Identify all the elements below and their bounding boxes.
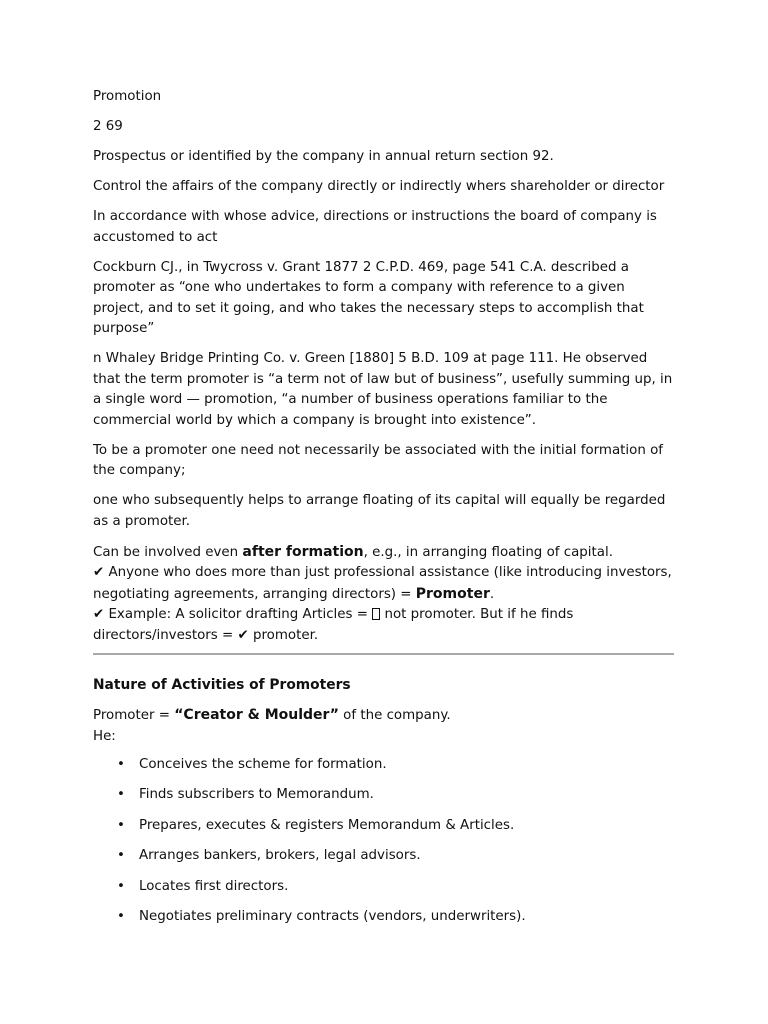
prospectus-paragraph: Prospectus or identified by the company in annual return section 92. xyxy=(93,149,554,164)
involved-strong: after formation xyxy=(242,543,364,560)
list-item-text: Prepares, executes & registers Memorandum & Articles. xyxy=(139,817,515,833)
list-item-text: Arranges bankers, brokers, legal advisors. xyxy=(139,848,421,864)
promoter-strong: “Creator & Moulder” xyxy=(174,707,339,723)
check1-tail: . xyxy=(489,586,495,602)
list-item-text: Locates first directors. xyxy=(139,878,289,894)
title-line: Promotion xyxy=(93,89,162,104)
section-ref-line: 2 69 xyxy=(93,119,123,134)
list-item xyxy=(117,877,674,898)
check2-tail: not promoter. But if he finds directors/investors = ✔ promoter. xyxy=(93,607,574,643)
list-item xyxy=(117,846,674,867)
bullet-icon: • xyxy=(117,757,125,772)
initial-formation-paragraph: To be a promoter one need not necessarily be associated with the initial formation of the company; xyxy=(93,442,663,478)
list-item xyxy=(117,816,674,837)
whaley-paragraph: n Whaley Bridge Printing Co. v. Green [1880] 5 B.D. 109 at page 111. He observed that the term promoter is “a term not of law but of business”, usefully summing up, in a single word — promotion, “a number of business operations familiar to the commercial world by which a company is brought into existence”. xyxy=(93,351,673,428)
involved-paragraph xyxy=(93,542,674,647)
nature-heading: Nature of Activities of Promoters xyxy=(93,677,351,693)
promoter-definition xyxy=(93,705,674,747)
activities-list xyxy=(93,755,674,927)
list-item xyxy=(117,907,674,928)
list-item xyxy=(117,755,674,776)
control-paragraph: Control the affairs of the company directly or indirectly whers shareholder or director xyxy=(93,179,665,194)
cockburn-paragraph: Cockburn CJ., in Twycross v. Grant 1877 2 C.P.D. 469, page 541 C.A. described a promoter as “one who undertakes to form a company with reference to a given project, and to set it going, and who takes the necessary steps to accomplish that purpose” xyxy=(93,259,644,336)
check2-lead: ✔ Example: A solicitor drafting Articles = xyxy=(93,607,373,622)
check1-strong: Promoter xyxy=(415,585,490,602)
list-item-text: Conceives the scheme for formation. xyxy=(139,757,387,772)
promoter-tail: of the company. xyxy=(338,708,451,723)
involved-tail: , e.g., in arranging floating of capital. xyxy=(363,544,613,560)
list-item-text: Finds subscribers to Memorandum. xyxy=(139,787,374,803)
horizontal-divider xyxy=(93,653,674,655)
bullet-icon: • xyxy=(117,787,125,803)
list-item xyxy=(117,785,674,806)
he-label: He: xyxy=(93,728,116,744)
advice-paragraph: In accordance with whose advice, directions or instructions the board of company is accustomed to act xyxy=(93,209,657,245)
bullet-icon: • xyxy=(117,817,125,833)
list-item-text: Negotiates preliminary contracts (vendors, underwriters). xyxy=(139,908,526,924)
subsequent-paragraph: one who subsequently helps to arrange floating of its capital will equally be regarded as a promoter. xyxy=(93,493,666,529)
bullet-icon: • xyxy=(117,848,125,864)
involved-lead: Can be involved even xyxy=(93,544,243,560)
promoter-lead: Promoter = xyxy=(93,708,175,723)
bullet-icon: • xyxy=(117,878,125,894)
bullet-icon: • xyxy=(117,908,125,924)
check1-lead: ✔ Anyone who does more than just professional assistance (like introducing investors, negotiating agreements, arranging directors) = xyxy=(93,565,672,602)
